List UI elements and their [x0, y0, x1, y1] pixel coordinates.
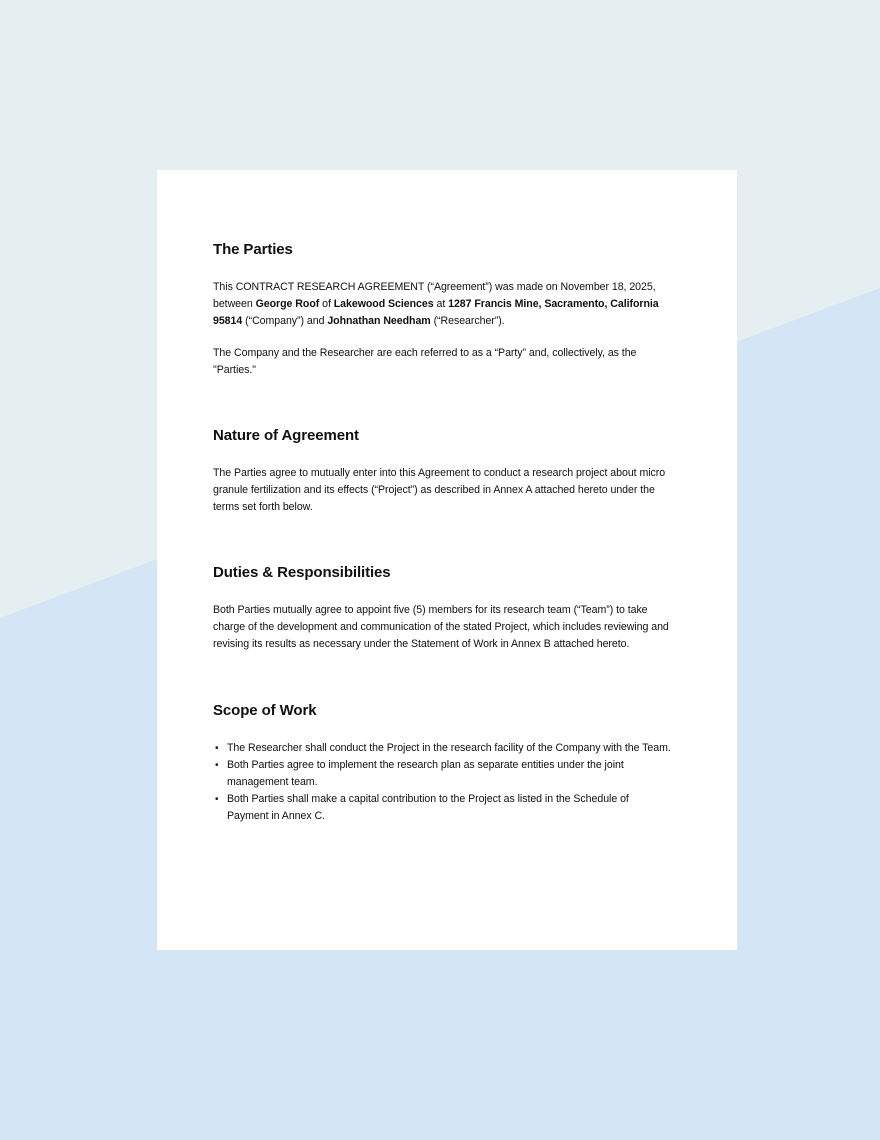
section-heading: The Parties [213, 241, 293, 258]
section-heading: Nature of Agreement [213, 427, 359, 444]
company-representative-name: George Roof [255, 298, 320, 310]
section-the-parties [213, 240, 681, 379]
list-item-text: Both Parties agree to implement the research plan as separate entities under the joint management team. [227, 759, 624, 788]
text-run: (“Researcher”). [430, 315, 505, 327]
section-nature-of-agreement [213, 426, 681, 516]
text-run: at [433, 298, 449, 310]
company-name: Lakewood Sciences [333, 298, 434, 310]
list-item-text: The Researcher shall conduct the Project in the research facility of the Company with the Team. [227, 742, 671, 754]
list-item [215, 791, 681, 825]
section-scope-of-work [213, 701, 681, 825]
list-item-text: Both Parties shall make a capital contribution to the Project as listed in the Schedule of Payment in Annex C. [227, 793, 629, 822]
document-page [157, 170, 737, 950]
list-item [215, 757, 681, 791]
parties-definition-paragraph: The Company and the Researcher are each referred to as a “Party” and, collectively, as the "Parties." [213, 347, 637, 376]
scope-list [213, 740, 681, 825]
nature-paragraph: The Parties agree to mutually enter into this Agreement to conduct a research project about micro granule fertilization and its effects (“Project”) as described in Annex A attached hereto under the terms set forth below. [213, 467, 666, 513]
duties-paragraph: Both Parties mutually agree to appoint five (5) members for its research team (“Team”) to take charge of the development and communication of the stated Project, which includes reviewing and revising its results as necessary under the Statement of Work in Annex B attached hereto. [213, 604, 669, 650]
text-run: of [319, 298, 334, 310]
company-address: 1287 Francis Mine, Sacramento, California 95814 [213, 298, 659, 327]
parties-paragraph [213, 279, 681, 330]
section-heading: Duties & Responsibilities [213, 564, 391, 581]
bullet-icon: • [215, 760, 219, 771]
section-heading: Scope of Work [213, 702, 317, 719]
bullet-icon: • [215, 743, 219, 754]
list-item [215, 740, 681, 757]
section-duties-responsibilities [213, 563, 681, 653]
bullet-icon: • [215, 794, 219, 805]
text-run: This CONTRACT RESEARCH AGREEMENT (“Agreement”) was made on November 18, 2025, between [213, 281, 656, 310]
text-run: (“Company”) and [242, 315, 328, 327]
researcher-name: Johnathan Needham [327, 315, 431, 327]
